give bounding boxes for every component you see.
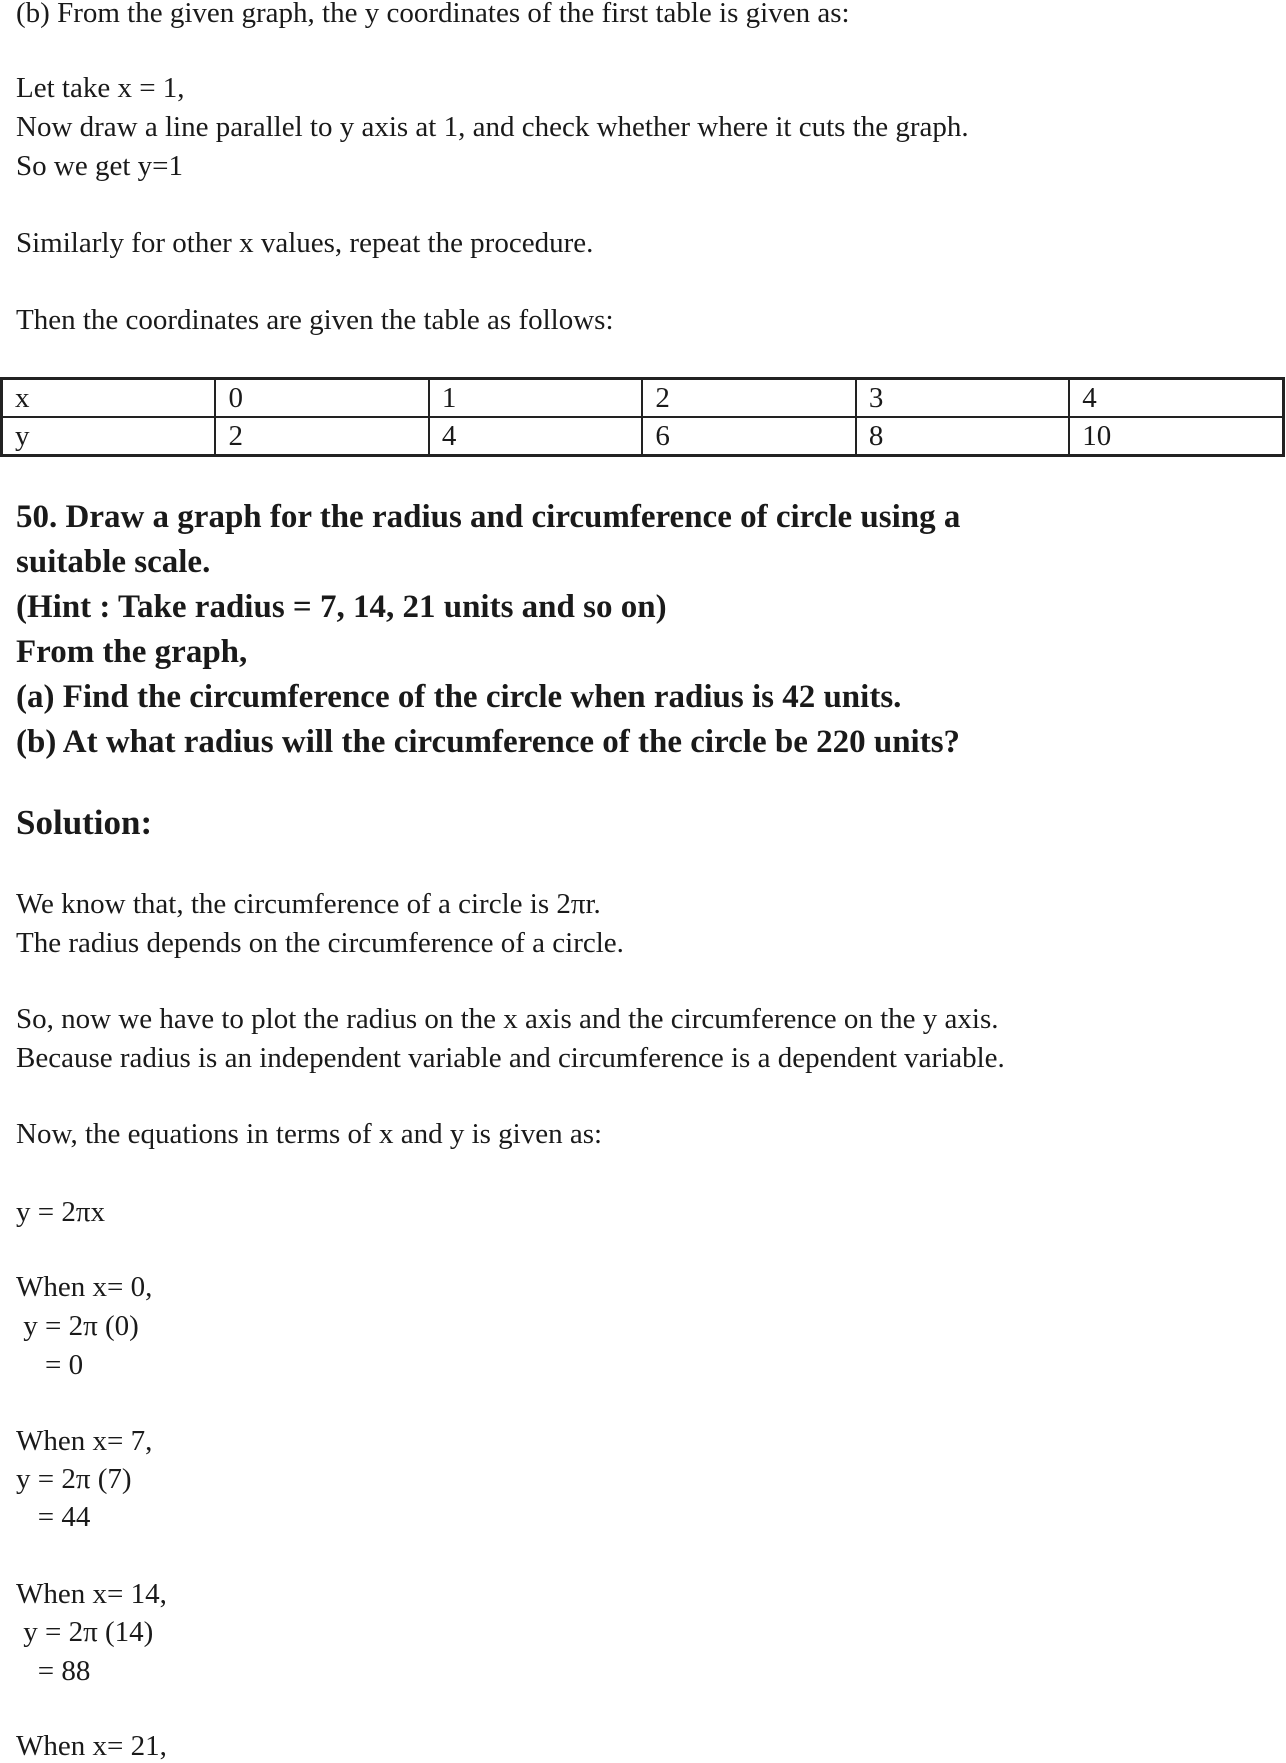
table-cell: y [2,417,216,456]
table-row-x [2,379,1284,418]
equation-line: y = 2π (14) [16,1616,154,1648]
text-line: When x= 0, [16,1271,153,1303]
text-line: When x= 7, [16,1425,153,1457]
question-line: 50. Draw a graph for the radius and circumference of circle using a [16,499,961,535]
table-cell: 4 [1069,379,1283,418]
equation-line: y = 2π (0) [16,1310,139,1342]
solution-heading: Solution: [16,803,153,842]
text-line: Then the coordinates are given the table as follows: [16,304,614,336]
text-line: So, now we have to plot the radius on the x axis and the circumference on the y axis. [16,1003,999,1035]
equation-line: y = 2π (7) [16,1463,132,1495]
equation-line: = 44 [16,1501,91,1533]
text-line: Now, the equations in terms of x and y is given as: [16,1118,603,1150]
table-cell: 2 [215,417,428,456]
text-line: When x= 21, [16,1730,167,1762]
table-cell: 2 [642,379,855,418]
text-line: So we get y=1 [16,150,183,182]
table-cell: 10 [1069,417,1283,456]
question-line: suitable scale. [16,544,211,580]
equation-line: = 0 [16,1349,84,1381]
table-cell: 4 [429,417,642,456]
text-line: The radius depends on the circumference of a circle. [16,927,624,959]
text-line: When x= 14, [16,1578,167,1610]
table-cell: x [2,379,216,418]
text-line: Similarly for other x values, repeat the procedure. [16,227,594,259]
text-line: Let take x = 1, [16,72,185,104]
text-line: (b) From the given graph, the y coordinates of the first table is given as: [16,0,850,29]
question-line: (b) At what radius will the circumference of the circle be 220 units? [16,724,961,760]
equation-line: = 88 [16,1655,91,1687]
table-cell: 0 [215,379,428,418]
text-line: Because radius is an independent variable and circumference is a dependent variable. [16,1042,1005,1074]
coordinates-table [0,377,1285,457]
text-line: We know that, the circumference of a circle is 2πr. [16,888,601,920]
question-line: (a) Find the circumference of the circle when radius is 42 units. [16,679,902,715]
question-line: (Hint : Take radius = 7, 14, 21 units and so on) [16,589,667,625]
table-cell: 1 [429,379,642,418]
equation-line: y = 2πx [16,1196,105,1228]
question-line: From the graph, [16,634,248,670]
table-row-y [2,417,1284,456]
text-line: Now draw a line parallel to y axis at 1, and check whether where it cuts the graph. [16,111,969,143]
table-cell: 6 [642,417,855,456]
table-cell: 8 [856,417,1069,456]
table-cell: 3 [856,379,1069,418]
